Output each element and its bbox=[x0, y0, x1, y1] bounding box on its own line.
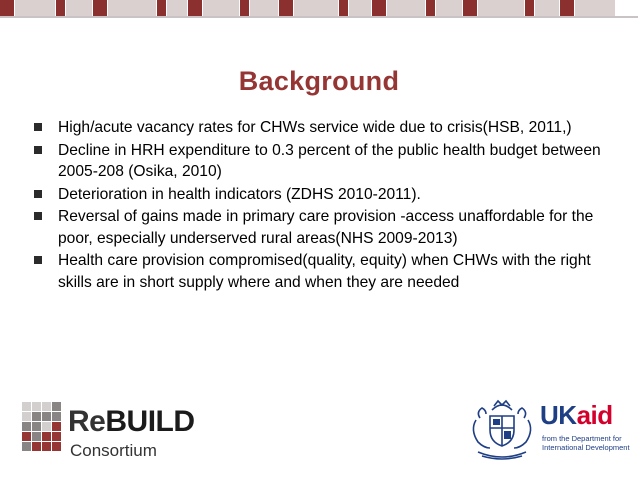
rebuild-consortium-logo bbox=[22, 400, 222, 468]
ukaid-wordmark bbox=[540, 400, 613, 431]
bullet-text: Deterioration in health indicators (ZDHS 2010-2011). bbox=[58, 185, 421, 203]
bullet-item bbox=[34, 117, 604, 139]
bullet-square-icon bbox=[34, 146, 42, 154]
bullet-square-icon bbox=[34, 256, 42, 264]
rebuild-square bbox=[32, 422, 41, 431]
rebuild-square bbox=[52, 422, 61, 431]
top-band-rule bbox=[0, 16, 638, 18]
bullet-item bbox=[34, 206, 604, 249]
bullet-text: Health care provision compromised(quality, equity) when CHWs with the right skills are in short supply where and when they are needed bbox=[58, 252, 591, 291]
rebuild-square bbox=[52, 402, 61, 411]
rebuild-square bbox=[42, 432, 51, 441]
rebuild-squares-logo-icon bbox=[22, 402, 64, 456]
ukaid-word-uk: UK bbox=[540, 400, 577, 430]
ukaid-logo bbox=[468, 398, 628, 468]
rebuild-square bbox=[52, 432, 61, 441]
rebuild-square bbox=[52, 412, 61, 421]
rebuild-square bbox=[42, 412, 51, 421]
rebuild-square bbox=[32, 432, 41, 441]
bullet-item bbox=[34, 140, 604, 183]
bullet-text: High/acute vacancy rates for CHWs service wide due to crisis(HSB, 2011,) bbox=[58, 119, 572, 136]
royal-crest-icon bbox=[468, 398, 536, 464]
bullet-square-icon bbox=[34, 190, 42, 198]
rebuild-square bbox=[22, 402, 31, 411]
bullet-text: Decline in HRH expenditure to 0.3 percent of the public health budget between 2005-208 (Osika, 2010) bbox=[58, 141, 601, 180]
rebuild-word-re: Re bbox=[68, 405, 106, 438]
rebuild-square bbox=[22, 412, 31, 421]
rebuild-word-build: BUILD bbox=[105, 405, 195, 438]
rebuild-square bbox=[32, 402, 41, 411]
rebuild-square bbox=[32, 442, 41, 451]
bullet-text: Reversal of gains made in primary care provision -access unaffordable for the poor, especially underserved rural areas(NHS 2009-2013) bbox=[58, 208, 594, 247]
rebuild-square bbox=[42, 442, 51, 451]
bullet-list bbox=[34, 117, 604, 294]
rebuild-square bbox=[42, 402, 51, 411]
bullet-item bbox=[34, 250, 604, 293]
ukaid-word-aid: aid bbox=[576, 400, 613, 430]
decorative-top-band bbox=[0, 0, 638, 18]
slide-title: Background bbox=[238, 66, 400, 97]
rebuild-wordmark bbox=[68, 406, 195, 438]
ukaid-department-text: from the Department for International Development bbox=[542, 434, 630, 452]
rebuild-square bbox=[22, 422, 31, 431]
rebuild-subtitle: Consortium bbox=[70, 441, 157, 460]
rebuild-square bbox=[22, 432, 31, 441]
bullet-square-icon bbox=[34, 212, 42, 220]
bullet-square-icon bbox=[34, 123, 42, 131]
bullet-item bbox=[34, 184, 604, 206]
rebuild-square bbox=[22, 442, 31, 451]
rebuild-square bbox=[32, 412, 41, 421]
rebuild-square bbox=[42, 422, 51, 431]
rebuild-square bbox=[52, 442, 61, 451]
